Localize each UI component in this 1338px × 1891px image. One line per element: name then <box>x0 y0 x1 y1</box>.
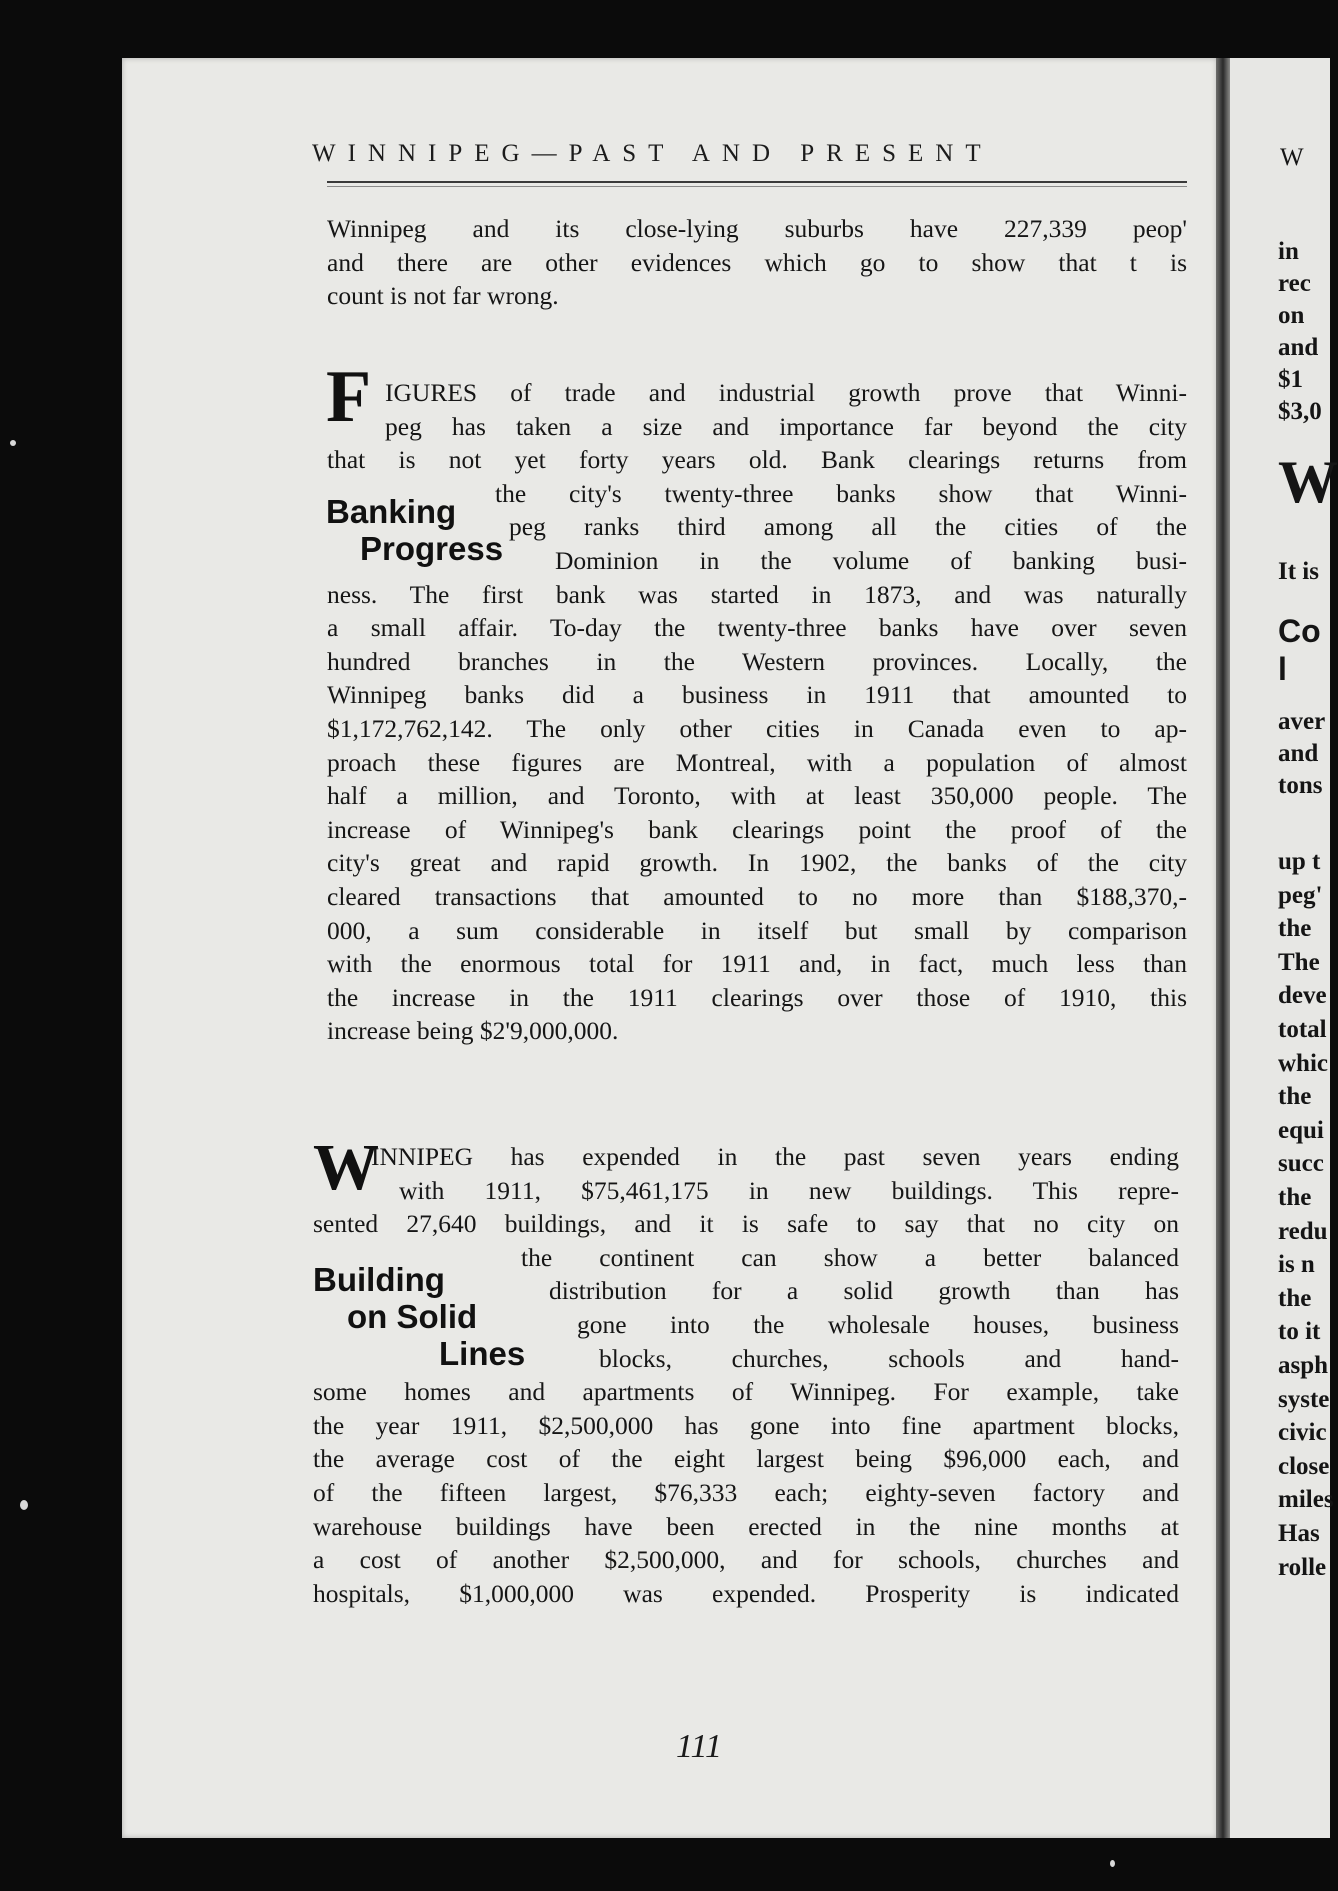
next-page-line: the <box>1278 1083 1312 1111</box>
next-page-line: redu <box>1278 1217 1328 1245</box>
next-page-line: It is <box>1278 558 1319 585</box>
header-rule <box>327 181 1187 183</box>
next-page-line: tons <box>1278 772 1323 799</box>
next-page-line: peg' <box>1278 881 1323 909</box>
text-line: some homes and apartments of Winnipeg. For example, take <box>313 1377 1179 1407</box>
next-page-line: up t <box>1278 848 1321 875</box>
text-line: Dominion in the volume of banking busi- <box>555 545 1187 575</box>
text-line: city's great and rapid growth. In 1902, the banks of the city <box>327 848 1187 878</box>
next-page-line: in <box>1278 238 1299 265</box>
scan-speck <box>1110 1860 1115 1867</box>
sidehead-line: on Solid <box>347 1298 478 1335</box>
next-page-line: syste <box>1278 1385 1330 1413</box>
next-page-line: close <box>1278 1452 1330 1480</box>
text-line: increase of Winnipeg's bank clearings point the proof of the <box>327 814 1187 844</box>
text-line: warehouse buildings have been erected in the nine months at <box>313 1511 1179 1541</box>
next-page-line: equi <box>1278 1116 1324 1144</box>
text-line: hospitals, $1,000,000 was expended. Prosperity is indicated <box>313 1578 1179 1608</box>
next-page-edge <box>1230 58 1338 1838</box>
banking-dropcap: F <box>326 356 372 438</box>
text-line: proach these figures are Montreal, with a population of almost <box>327 747 1187 777</box>
next-page-line: asph <box>1278 1352 1329 1379</box>
next-page-line: Co <box>1278 613 1321 649</box>
next-page-line: on <box>1278 302 1305 329</box>
text-line: count is not far wrong. <box>327 281 559 311</box>
text-line: hundred branches in the Western provinces. Locally, the <box>327 646 1187 676</box>
next-page-line: the <box>1278 1184 1312 1211</box>
building-dropcap: W <box>313 1131 379 1204</box>
intro-paragraph <box>327 212 1187 313</box>
next-page-line: succ <box>1278 1150 1324 1178</box>
text-line: distribution for a solid growth than has <box>549 1276 1179 1306</box>
text-line: $1,172,762,142. The only other cities in Canada even to ap- <box>327 713 1187 743</box>
next-page-line: total <box>1278 1016 1327 1043</box>
next-page-line: rec <box>1278 270 1311 297</box>
next-page-line: civic <box>1278 1419 1327 1447</box>
text-line: that is not yet forty years old. Bank clearings returns from <box>327 445 1187 475</box>
next-page-line: miles <box>1278 1486 1334 1514</box>
next-page-line: $3,0 <box>1278 398 1322 425</box>
text-line: IGURES of trade and industrial growth prove that Winni- <box>385 378 1187 407</box>
text-line: gone into the wholesale houses, business <box>577 1309 1179 1339</box>
text-line: half a million, and Toronto, with at least 350,000 people. The <box>327 781 1187 811</box>
next-page-line: to it <box>1278 1318 1321 1346</box>
building-paragraph <box>313 1140 1179 1610</box>
next-page-line: $1 <box>1278 366 1303 393</box>
text-line: the city's twenty-three banks show that Winni- <box>495 478 1187 508</box>
sidehead-line: Lines <box>439 1335 526 1372</box>
text-line: the increase in the 1911 clearings over those of 1910, this <box>327 982 1187 1012</box>
text-line: a cost of another $2,500,000, and for schools, churches and <box>313 1545 1179 1575</box>
text-line: sented 27,640 buildings, and it is safe to say that no city on <box>313 1209 1179 1239</box>
text-line: and there are other evidences which go to show that t is <box>327 247 1187 277</box>
next-page-line: the <box>1278 915 1312 943</box>
next-page-line: whic <box>1278 1049 1328 1077</box>
running-head: WINNIPEG—PAST AND PRESENT <box>312 140 993 167</box>
next-page-line: rolle <box>1278 1553 1327 1581</box>
text-line: of the fifteen largest, $76,333 each; eighty-seven factory and <box>313 1477 1179 1507</box>
sidehead-line: Banking <box>326 493 457 530</box>
text-line: 000, a sum considerable in itself but small by comparison <box>327 915 1187 945</box>
text-line: INNIPEG has expended in the past seven years ending <box>371 1142 1179 1171</box>
text-line: the continent can show a better balanced <box>521 1242 1179 1272</box>
sidehead-line: Building <box>313 1261 445 1298</box>
next-page-line: the <box>1278 1284 1312 1312</box>
text-line: the average cost of the eight largest being $96,000 each, and <box>313 1444 1179 1474</box>
text-line: increase being $2'9,000,000. <box>327 1016 619 1046</box>
text-line: blocks, churches, schools and hand- <box>599 1343 1179 1373</box>
page-number: 111 <box>676 1728 722 1765</box>
next-page-line: aver <box>1278 708 1326 735</box>
next-page-line: and <box>1278 740 1319 767</box>
page-gutter <box>1216 58 1230 1838</box>
text-line: Winnipeg banks did a business in 1911 that amounted to <box>327 680 1187 710</box>
next-page-dropcap: W <box>1278 449 1338 515</box>
sidehead-line: Progress <box>360 530 504 567</box>
text-line: a small affair. To-day the twenty-three banks have over seven <box>327 613 1187 643</box>
scan-speck <box>10 440 16 446</box>
text-line: with the enormous total for 1911 and, in fact, much less than <box>327 949 1187 979</box>
next-page-line: Has <box>1278 1520 1320 1547</box>
text-line: peg has taken a size and importance far beyond the city <box>385 411 1187 441</box>
next-page-line: deve <box>1278 982 1327 1010</box>
next-page-line: The <box>1278 948 1320 976</box>
text-line: Winnipeg and its close-lying suburbs have 227,339 peop' <box>327 214 1187 243</box>
next-page-line: and <box>1278 334 1319 361</box>
header-rule-thin <box>327 186 1187 187</box>
next-page-line: l <box>1278 651 1287 687</box>
text-line: peg ranks third among all the cities of the <box>509 512 1187 542</box>
banking-paragraph <box>327 376 1187 1048</box>
text-line: the year 1911, $2,500,000 has gone into fine apartment blocks, <box>313 1410 1179 1440</box>
text-line: ness. The first bank was started in 1873, and was naturally <box>327 579 1187 609</box>
next-page-line: is n <box>1278 1251 1315 1279</box>
text-line: with 1911, $75,461,175 in new buildings. This repre- <box>399 1175 1179 1205</box>
scan-speck <box>20 1500 28 1510</box>
next-page-running-head: W <box>1280 144 1314 171</box>
text-line: cleared transactions that amounted to no more than $188,370,- <box>327 881 1187 911</box>
